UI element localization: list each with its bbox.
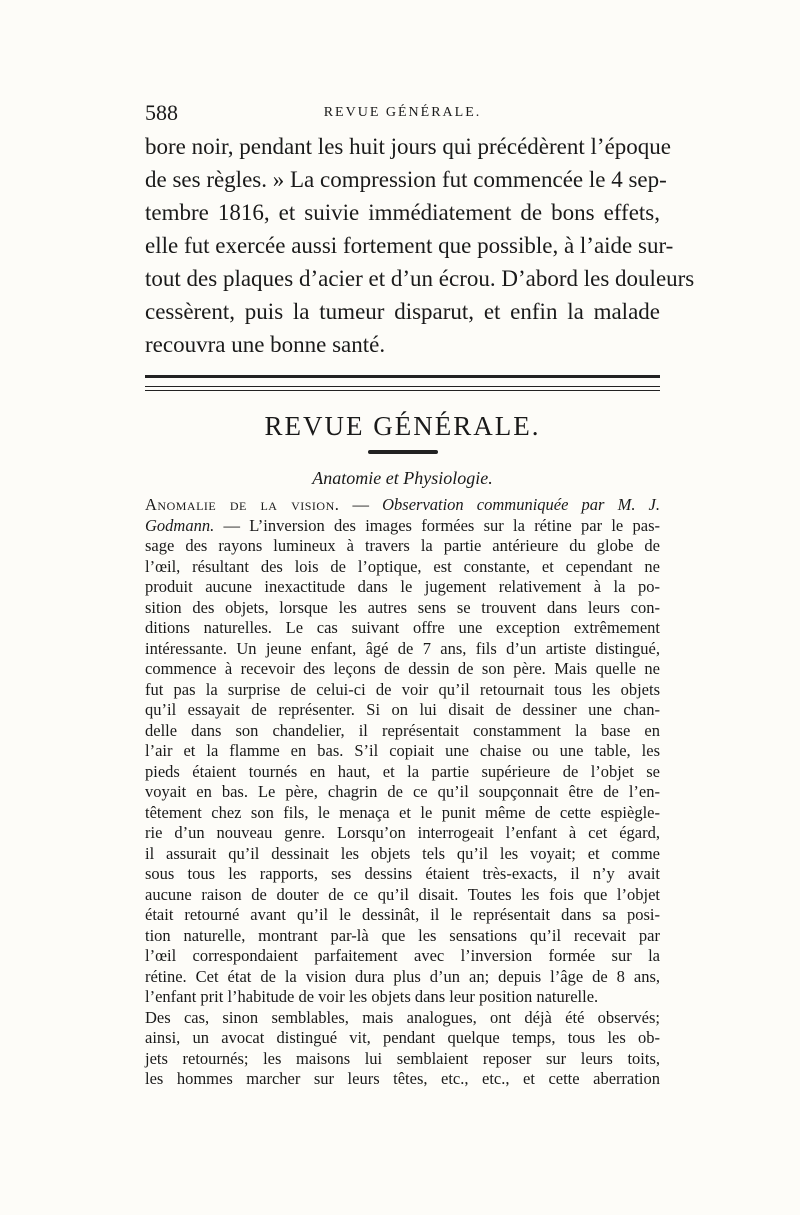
section-divider-double (145, 375, 660, 387)
text-line: fut pas la surprise de celui-ci de voir qu’il retournait tous les objets (145, 679, 660, 699)
text-line: pieds étaient tournés en haut, et la partie supérieure de l’objet se (145, 761, 660, 781)
section-divider-single (145, 390, 660, 391)
text-line: voyait en bas. Le père, chagrin de ce qu’il soupçonnait être de l’en- (145, 782, 660, 801)
article-body (145, 495, 660, 1090)
text-line: aucune raison de douter de ce qu’il disait. Toutes les fois que l’objet (145, 884, 660, 904)
text-line: ditions naturelles. Le cas suivant offre une exception extrêmement (145, 618, 660, 637)
text-line: tout des plaques d’acier et d’un écrou. D’abord les douleurs (145, 266, 695, 291)
text-line: était retourné avant qu’il le dessinât, il le représentait dans sa posi- (145, 905, 660, 924)
text-line: qu’il essayait de représenter. Si on lui disait de dessiner une chan- (145, 700, 660, 719)
article-heading-line (145, 495, 660, 516)
author-name: Godmann. (145, 515, 215, 535)
text-line: rétine. Cet état de la vision dura plus d’un an; depuis l’âge de 8 ans, (145, 966, 660, 986)
text-line: Des cas, sinon semblables, mais analogues, ont déjà été observés; (145, 1007, 660, 1027)
heading-dash: — (339, 495, 383, 514)
text-line: recouvra une bonne santé. (145, 332, 386, 357)
text-line: rie d’un nouveau genre. Lorsqu’on interrogeait l’enfant à cet égard, (145, 823, 660, 842)
article-attribution: Observation communiquée par M. J. (382, 495, 661, 514)
page-number: 588 (145, 100, 178, 125)
text-line: delle dans son chandelier, il représentait constamment la base en (145, 720, 660, 740)
text-line: tembre 1816, et suivie immédiatement de bons effets, (145, 200, 660, 225)
text-line: l’œil, résultant des lois de l’optique, est constante, et cependant ne (145, 556, 660, 576)
text-line: jets retournés; les maisons lui semblaient reposer sur leurs toits, (145, 1048, 660, 1068)
text-line: de ses règles. » La compression fut commencée le 4 sep- (145, 167, 667, 192)
text-fragment: — L’inversion des images formées sur la rétine par le pas- (214, 515, 660, 535)
text-line: il assurait qu’il dessinait les objets tels qu’il les voyait; et comme (145, 843, 660, 863)
article-heading: Anomalie de la vision. (145, 495, 340, 514)
running-title: REVUE GÉNÉRALE. (323, 105, 482, 120)
text-line: l’œil correspondaient parfaitement avec l’inversion formée sur la (145, 946, 660, 965)
subsection-heading: Anatomie et Physiologie. (312, 468, 493, 488)
section-title: REVUE GÉNÉRALE. (264, 411, 541, 441)
text-line: les hommes marcher sur leurs têtes, etc., etc., et cette aberration (145, 1069, 660, 1088)
text-line: sage des rayons lumineux à travers la partie antérieure du globe de (145, 536, 660, 555)
text-line: commence à recevoir des leçons de dessin de son père. Mais quelle ne (145, 659, 660, 678)
title-flourish (368, 450, 438, 454)
text-line: intéressante. Un jeune enfant, âgé de 7 ans, fils d’un artiste distingué, (145, 638, 660, 658)
text-line: bore noir, pendant les huit jours qui précédèrent l’époque (145, 134, 671, 159)
text-line: ainsi, un avocat distingué vit, pendant quelque temps, tous les ob- (145, 1028, 660, 1047)
text-line: l’air et la flamme en bas. S’il copiait une chaise ou une table, les (145, 741, 660, 760)
previous-article-paragraph (145, 130, 695, 361)
page (145, 100, 695, 1090)
text-line: produit aucune inexactitude dans le jugement relativement à la po- (145, 577, 660, 596)
text-line: tion naturelle, montrant par-là que les sensations qu’il recevait par (145, 925, 660, 945)
text-line: l’enfant prit l’habitude de voir les objets dans leur position naturelle. (145, 987, 599, 1006)
text-line: elle fut exercée aussi fortement que possible, à l’aide sur- (145, 233, 674, 258)
text-line: têtement chez son fils, le menaça et le punit même de cette espiègle- (145, 802, 660, 822)
text-line (145, 516, 660, 537)
text-line: sition des objets, lorsque les autres sens se trouvent dans leurs con- (145, 597, 660, 617)
running-head (145, 100, 660, 130)
text-line: sous tous les rapports, ses dessins étaient très-exacts, il n’y avait (145, 864, 660, 883)
text-line: cessèrent, puis la tumeur disparut, et enfin la malade (145, 299, 660, 324)
